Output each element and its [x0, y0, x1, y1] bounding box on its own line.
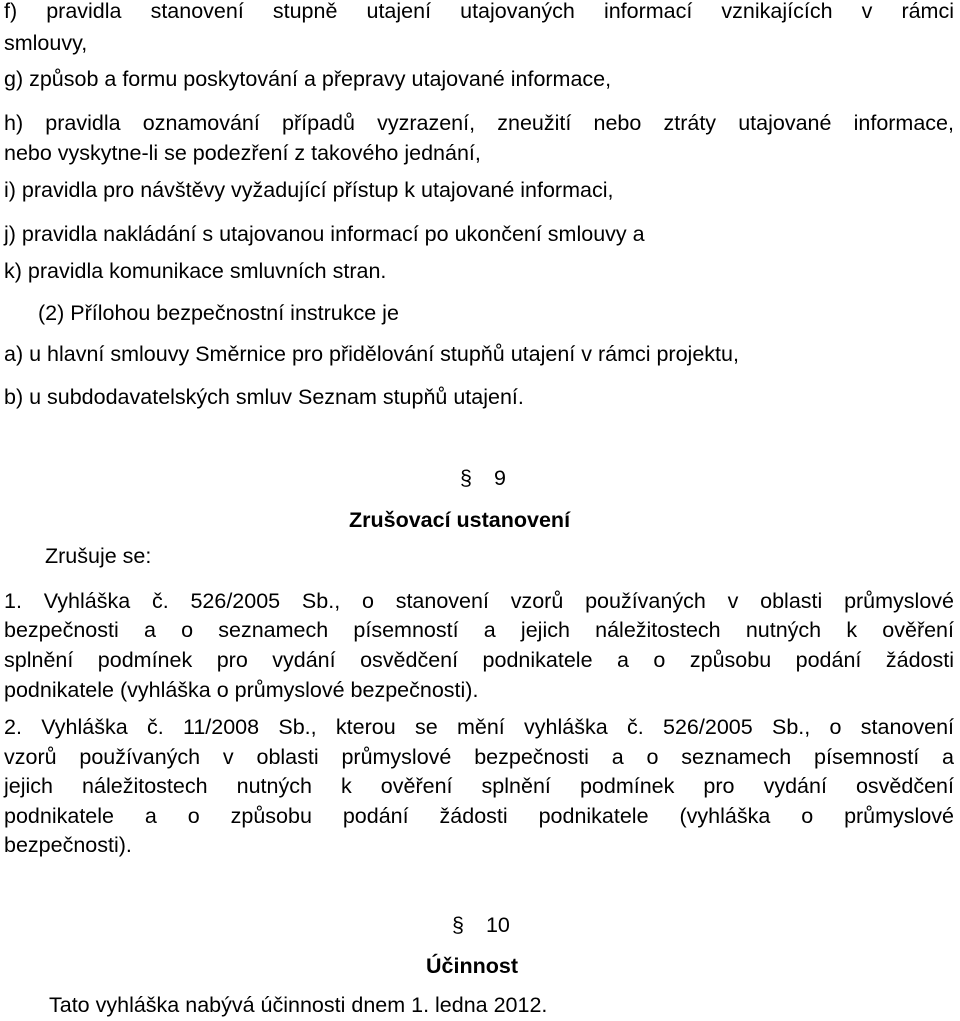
- repeal-item-1-line-1: 1. Vyhláška č. 526/2005 Sb., o stanovení vzorů používaných v oblasti průmyslové: [4, 589, 954, 613]
- repeal-item-1-line-3: splnění podmínek pro vydání osvědčení podnikatele a o způsobu podání žádosti: [4, 648, 954, 672]
- item-h-line-2: nebo vyskytne-li se podezření z takového jednání,: [4, 141, 481, 165]
- section-10-text: Tato vyhláška nabývá účinnosti dnem 1. ledna 2012.: [49, 993, 548, 1017]
- repeal-item-2-line-2: vzorů používaných v oblasti průmyslové bezpečnosti a o seznamech písemností a: [4, 745, 954, 769]
- section-9-intro: Zrušuje se:: [45, 544, 152, 568]
- item-j: j) pravidla nakládání s utajovanou informací po ukončení smlouvy a: [4, 222, 645, 246]
- item-g: g) způsob a formu poskytování a přepravy utajované informace,: [4, 67, 612, 91]
- section-10-heading-number: [452, 912, 954, 938]
- paragraph-2-intro: (2) Přílohou bezpečnostní instrukce je: [38, 301, 399, 325]
- paragraph-2-item-a: a) u hlavní smlouvy Směrnice pro přidělování stupňů utajení v rámci projektu,: [4, 342, 739, 366]
- item-h-line-1: h) pravidla oznamování případů vyzrazení, zneužití nebo ztráty utajované informace,: [4, 111, 954, 135]
- section-10-title: Účinnost: [426, 954, 518, 978]
- section-symbol: §: [460, 466, 472, 490]
- item-f-line-2: smlouvy,: [4, 31, 88, 55]
- section-9-number: 9: [493, 466, 506, 490]
- item-k: k) pravidla komunikace smluvních stran.: [4, 259, 387, 283]
- repeal-item-2-line-3: jejich náležitostech nutných k ověření splnění podmínek pro vydání osvědčení: [4, 774, 954, 798]
- repeal-item-2-line-4: podnikatele a o způsobu podání žádosti podnikatele (vyhláška o průmyslové: [4, 804, 954, 828]
- repeal-item-2-line-1: 2. Vyhláška č. 11/2008 Sb., kterou se mění vyhláška č. 526/2005 Sb., o stanovení: [4, 715, 954, 739]
- section-9-title: Zrušovací ustanovení: [349, 508, 571, 532]
- section-symbol: §: [452, 913, 464, 937]
- section-9-heading-number: [460, 465, 954, 491]
- paragraph-2-item-b: b) u subdodavatelských smluv Seznam stupňů utajení.: [4, 385, 524, 409]
- item-f-line-1: f) pravidla stanovení stupně utajení utajovaných informací vznikajících v rámci: [4, 0, 954, 23]
- repeal-item-1-line-4: podnikatele (vyhláška o průmyslové bezpečnosti).: [4, 678, 479, 702]
- repeal-item-2-line-5: bezpečnosti).: [4, 833, 132, 857]
- repeal-item-1-line-2: bezpečnosti a o seznamech písemností a jejich náležitostech nutných k ověření: [4, 618, 954, 642]
- section-10-number: 10: [485, 913, 510, 937]
- item-i: i) pravidla pro návštěvy vyžadující přístup k utajované informaci,: [4, 178, 614, 202]
